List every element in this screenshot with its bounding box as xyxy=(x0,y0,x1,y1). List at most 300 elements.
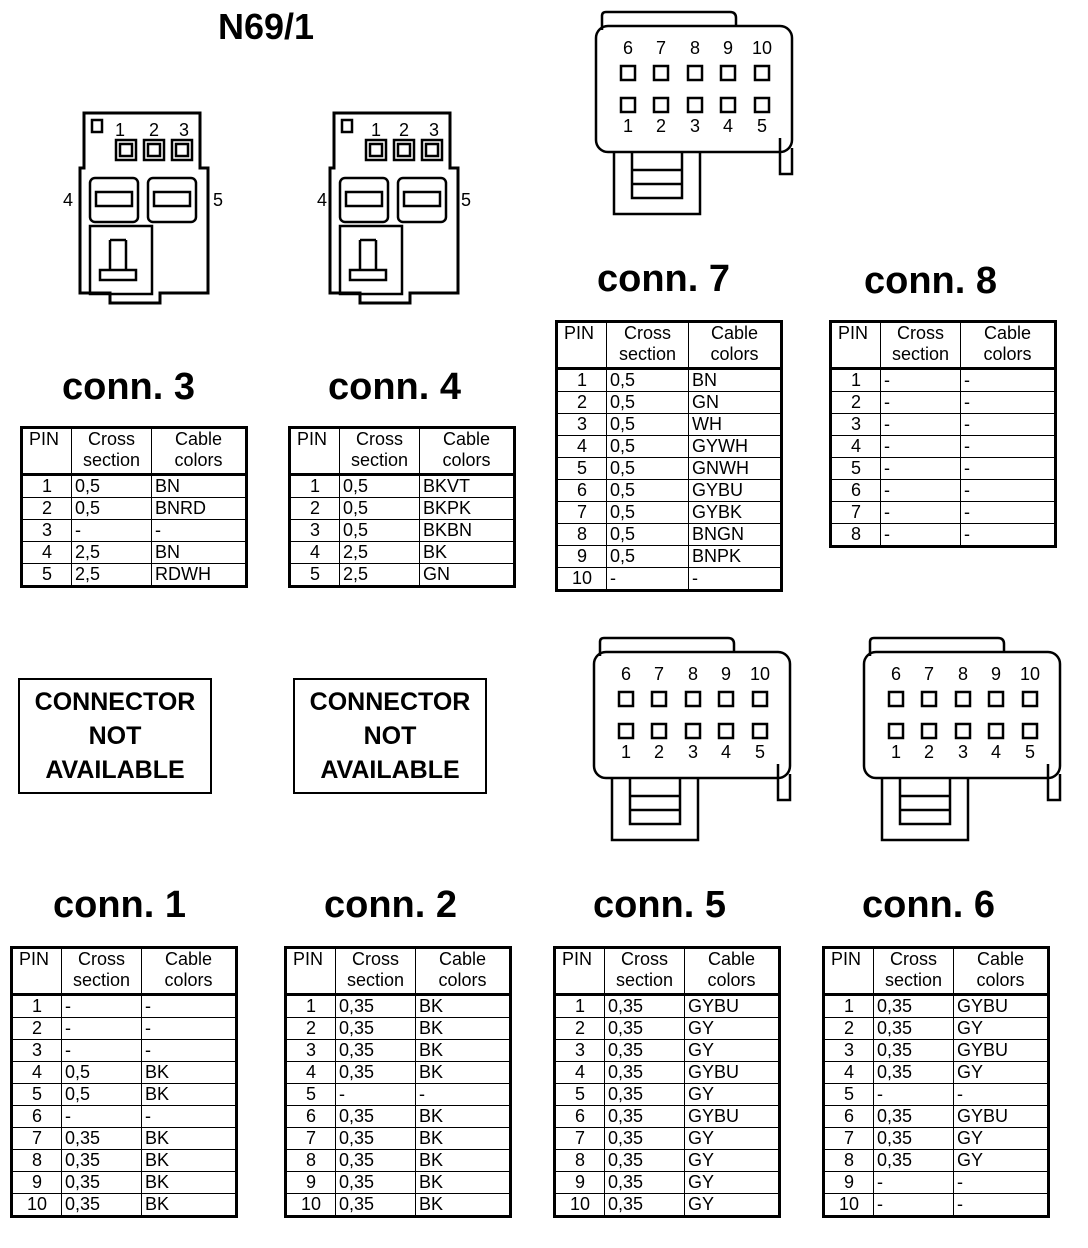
header-cable-colors: Cable colors xyxy=(685,948,780,995)
cross-section-cell: 0,35 xyxy=(336,1172,416,1194)
pin-cell: 8 xyxy=(831,524,881,547)
cross-section-cell: 0,5 xyxy=(607,480,689,502)
cross-section-cell: 0,35 xyxy=(874,1106,954,1128)
pin-cell: 2 xyxy=(555,1018,605,1040)
connector-not-available-box-1 xyxy=(18,678,212,794)
cable-color-cell: BK xyxy=(142,1084,237,1106)
pin-cell: 1 xyxy=(22,475,72,498)
cross-section-cell: 0,35 xyxy=(874,995,954,1018)
pin-cell: 5 xyxy=(557,458,607,480)
cable-color-cell: WH xyxy=(689,414,782,436)
cross-section-cell: 0,35 xyxy=(605,1062,685,1084)
pin-cell: 1 xyxy=(12,995,62,1018)
cross-section-cell: 0,35 xyxy=(874,1128,954,1150)
cross-section-cell: 0,5 xyxy=(340,475,420,498)
header-cross-section: Cross section xyxy=(881,322,961,369)
pin-cell: 2 xyxy=(286,1018,336,1040)
table-row xyxy=(557,568,782,591)
cable-color-cell: GY xyxy=(685,1194,780,1217)
pin-label: 4 xyxy=(62,190,74,210)
cross-section-cell: 0,5 xyxy=(72,498,152,520)
cable-color-cell: - xyxy=(142,995,237,1018)
table-row xyxy=(22,564,247,587)
table-row xyxy=(555,1128,780,1150)
pin-label: 4 xyxy=(316,190,328,210)
cable-color-cell: GY xyxy=(685,1150,780,1172)
cross-section-cell: 2,5 xyxy=(72,564,152,587)
cable-color-cell: BK xyxy=(416,1172,511,1194)
table-row xyxy=(12,1018,237,1040)
cross-section-cell: 0,5 xyxy=(62,1084,142,1106)
pin-label: 10 xyxy=(1019,664,1041,684)
pin-label: 8 xyxy=(687,664,699,684)
cross-section-cell: 0,35 xyxy=(62,1172,142,1194)
pin-label: 9 xyxy=(720,664,732,684)
cable-color-cell: BK xyxy=(420,542,515,564)
pin-label: 1 xyxy=(620,742,632,762)
cable-color-cell: BK xyxy=(416,995,511,1018)
cross-section-cell: 0,5 xyxy=(607,392,689,414)
cable-color-cell: GNWH xyxy=(689,458,782,480)
header-cable-colors: Cable colors xyxy=(420,428,515,475)
table-row xyxy=(290,564,515,587)
cross-section-cell: - xyxy=(72,520,152,542)
pin-cell: 6 xyxy=(286,1106,336,1128)
pin-label: 1 xyxy=(890,742,902,762)
cross-section-cell: 0,35 xyxy=(874,1018,954,1040)
pin-label: 7 xyxy=(923,664,935,684)
pin-cell: 8 xyxy=(555,1150,605,1172)
pin-label: 1 xyxy=(114,120,126,140)
pin-label: 6 xyxy=(622,38,634,58)
cross-section-cell: 0,35 xyxy=(605,1194,685,1217)
conn4-table xyxy=(288,426,516,588)
pin-label: 2 xyxy=(148,120,160,140)
pin-label: 3 xyxy=(689,116,701,136)
cable-color-cell: BK xyxy=(142,1150,237,1172)
pin-cell: 10 xyxy=(824,1194,874,1217)
pin-cell: 3 xyxy=(824,1040,874,1062)
pin-label: 4 xyxy=(722,116,734,136)
cross-section-cell: 0,35 xyxy=(62,1194,142,1217)
table-row xyxy=(290,475,515,498)
cable-color-cell: - xyxy=(142,1106,237,1128)
pin-label: 6 xyxy=(620,664,632,684)
cross-section-cell: 0,35 xyxy=(336,1194,416,1217)
table-row xyxy=(557,524,782,546)
cable-color-cell: GYBU xyxy=(954,995,1049,1018)
cable-color-cell: BK xyxy=(142,1194,237,1217)
pin-label: 5 xyxy=(754,742,766,762)
conn8-title: conn. 8 xyxy=(864,260,998,302)
pin-cell: 3 xyxy=(12,1040,62,1062)
pin-cell: 9 xyxy=(12,1172,62,1194)
cable-color-cell: GYBK xyxy=(689,502,782,524)
cross-section-cell: 0,35 xyxy=(874,1150,954,1172)
header-cable-colors: Cable colors xyxy=(152,428,247,475)
pin-label: 5 xyxy=(460,190,472,210)
conn5-table xyxy=(553,946,781,1218)
pin-cell: 9 xyxy=(555,1172,605,1194)
pin-label: 3 xyxy=(428,120,440,140)
table-row xyxy=(12,1040,237,1062)
cross-section-cell: 0,5 xyxy=(607,436,689,458)
table-row xyxy=(12,1128,237,1150)
pin-cell: 5 xyxy=(22,564,72,587)
table-row xyxy=(557,436,782,458)
table-row xyxy=(22,520,247,542)
header-pin: PIN xyxy=(290,428,340,475)
conn7-title: conn. 7 xyxy=(597,258,731,300)
cable-color-cell: GY xyxy=(685,1172,780,1194)
table-row xyxy=(824,1150,1049,1172)
cross-section-cell: - xyxy=(62,1018,142,1040)
pin-label: 9 xyxy=(990,664,1002,684)
cable-color-cell: GYWH xyxy=(689,436,782,458)
pin-label: 9 xyxy=(722,38,734,58)
conn5-title: conn. 5 xyxy=(593,884,727,926)
header-pin: PIN xyxy=(555,948,605,995)
table-row xyxy=(824,1040,1049,1062)
cross-section-cell: - xyxy=(62,1040,142,1062)
table-row xyxy=(557,502,782,524)
pin-cell: 10 xyxy=(555,1194,605,1217)
header-pin: PIN xyxy=(831,322,881,369)
cross-section-cell: 2,5 xyxy=(72,542,152,564)
header-cross-section: Cross section xyxy=(607,322,689,369)
pin-label: 10 xyxy=(749,664,771,684)
cable-color-cell: GN xyxy=(689,392,782,414)
cross-section-cell: 0,35 xyxy=(336,1150,416,1172)
cable-color-cell: BK xyxy=(416,1128,511,1150)
table-row xyxy=(290,498,515,520)
cross-section-cell: 0,35 xyxy=(605,1018,685,1040)
cable-color-cell: BKPK xyxy=(420,498,515,520)
cross-section-cell: 0,35 xyxy=(336,1128,416,1150)
cable-color-cell: - xyxy=(961,502,1056,524)
table-row xyxy=(286,1128,511,1150)
pin-cell: 6 xyxy=(824,1106,874,1128)
pin-cell: 10 xyxy=(557,568,607,591)
table-row xyxy=(286,1106,511,1128)
pin-label: 5 xyxy=(212,190,224,210)
cable-color-cell: GY xyxy=(954,1062,1049,1084)
cable-color-cell: - xyxy=(142,1040,237,1062)
cross-section-cell: 0,35 xyxy=(336,1040,416,1062)
header-pin: PIN xyxy=(12,948,62,995)
pin-cell: 5 xyxy=(824,1084,874,1106)
cable-color-cell: GYBU xyxy=(954,1040,1049,1062)
pin-label: 4 xyxy=(990,742,1002,762)
table-row xyxy=(22,498,247,520)
cable-color-cell: - xyxy=(152,520,247,542)
cable-color-cell: BN xyxy=(152,475,247,498)
pin-label: 3 xyxy=(687,742,699,762)
cable-color-cell: - xyxy=(954,1172,1049,1194)
cross-section-cell: 0,35 xyxy=(605,1172,685,1194)
header-cable-colors: Cable colors xyxy=(961,322,1056,369)
pin-cell: 8 xyxy=(557,524,607,546)
pin-cell: 4 xyxy=(22,542,72,564)
cable-color-cell: GY xyxy=(685,1018,780,1040)
pin-cell: 2 xyxy=(557,392,607,414)
conn3-table xyxy=(20,426,248,588)
cross-section-cell: - xyxy=(881,436,961,458)
cross-section-cell: 0,5 xyxy=(72,475,152,498)
pin-cell: 8 xyxy=(286,1150,336,1172)
conn6-table xyxy=(822,946,1050,1218)
cross-section-cell: 0,35 xyxy=(605,995,685,1018)
cable-color-cell: - xyxy=(689,568,782,591)
cable-color-cell: - xyxy=(961,392,1056,414)
cable-color-cell: BK xyxy=(416,1018,511,1040)
conn1-title: conn. 1 xyxy=(53,884,187,926)
pin-cell: 5 xyxy=(290,564,340,587)
cable-color-cell: GY xyxy=(954,1128,1049,1150)
pin-cell: 7 xyxy=(12,1128,62,1150)
pin-label: 3 xyxy=(178,120,190,140)
cable-color-cell: BNRD xyxy=(152,498,247,520)
cross-section-cell: 0,35 xyxy=(605,1084,685,1106)
conn6-title: conn. 6 xyxy=(862,884,996,926)
table-row xyxy=(555,1172,780,1194)
cross-section-cell: - xyxy=(881,369,961,392)
pin-cell: 1 xyxy=(290,475,340,498)
pin-cell: 6 xyxy=(555,1106,605,1128)
pin-cell: 3 xyxy=(557,414,607,436)
table-row xyxy=(831,414,1056,436)
conn2-title: conn. 2 xyxy=(324,884,458,926)
cable-color-cell: BK xyxy=(416,1040,511,1062)
cable-color-cell: - xyxy=(961,524,1056,547)
not-available-text: CONNECTOR NOT AVAILABLE xyxy=(34,688,196,784)
cable-color-cell: GYBU xyxy=(689,480,782,502)
pin-label: 4 xyxy=(720,742,732,762)
pin-cell: 2 xyxy=(22,498,72,520)
connector-not-available-box-2 xyxy=(293,678,487,794)
table-row xyxy=(557,458,782,480)
pin-label: 1 xyxy=(622,116,634,136)
table-row xyxy=(290,520,515,542)
cable-color-cell: BNGN xyxy=(689,524,782,546)
cross-section-cell: 0,35 xyxy=(605,1106,685,1128)
cross-section-cell: - xyxy=(881,480,961,502)
conn3-title: conn. 3 xyxy=(62,366,196,408)
cable-color-cell: GYBU xyxy=(685,995,780,1018)
table-row xyxy=(555,1062,780,1084)
pin-cell: 3 xyxy=(555,1040,605,1062)
pin-cell: 4 xyxy=(831,436,881,458)
cable-color-cell: BK xyxy=(142,1172,237,1194)
pin-label: 5 xyxy=(1024,742,1036,762)
pin-cell: 4 xyxy=(12,1062,62,1084)
header-cross-section: Cross section xyxy=(340,428,420,475)
conn7-table xyxy=(555,320,783,592)
cross-section-cell: 0,35 xyxy=(874,1062,954,1084)
table-row xyxy=(557,392,782,414)
table-row xyxy=(12,1106,237,1128)
pin-cell: 9 xyxy=(557,546,607,568)
table-row xyxy=(555,1018,780,1040)
cross-section-cell: 2,5 xyxy=(340,564,420,587)
pin-cell: 8 xyxy=(824,1150,874,1172)
table-row xyxy=(12,1172,237,1194)
cable-color-cell: GY xyxy=(685,1040,780,1062)
cross-section-cell: 0,5 xyxy=(340,498,420,520)
table-row xyxy=(831,392,1056,414)
table-row xyxy=(286,1150,511,1172)
table-row xyxy=(286,1084,511,1106)
pin-cell: 2 xyxy=(831,392,881,414)
cable-color-cell: BK xyxy=(416,1194,511,1217)
header-pin: PIN xyxy=(286,948,336,995)
pin-label: 7 xyxy=(655,38,667,58)
cable-color-cell: GY xyxy=(685,1084,780,1106)
cross-section-cell: - xyxy=(874,1172,954,1194)
header-cross-section: Cross section xyxy=(72,428,152,475)
pin-label: 2 xyxy=(923,742,935,762)
pin-label: 6 xyxy=(890,664,902,684)
cable-color-cell: - xyxy=(416,1084,511,1106)
cross-section-cell: 0,35 xyxy=(62,1150,142,1172)
conn2-table xyxy=(284,946,512,1218)
pin-cell: 6 xyxy=(12,1106,62,1128)
pin-cell: 6 xyxy=(831,480,881,502)
table-row xyxy=(824,1106,1049,1128)
table-row xyxy=(824,1128,1049,1150)
cable-color-cell: GYBU xyxy=(685,1062,780,1084)
cable-color-cell: BK xyxy=(416,1062,511,1084)
cross-section-cell: 0,5 xyxy=(62,1062,142,1084)
pin-cell: 3 xyxy=(286,1040,336,1062)
table-row xyxy=(831,480,1056,502)
table-row xyxy=(831,436,1056,458)
pin-cell: 5 xyxy=(555,1084,605,1106)
table-row xyxy=(555,1084,780,1106)
cable-color-cell: GYBU xyxy=(954,1106,1049,1128)
pin-cell: 5 xyxy=(831,458,881,480)
table-row xyxy=(824,1194,1049,1217)
pin-cell: 5 xyxy=(12,1084,62,1106)
table-row xyxy=(824,1062,1049,1084)
table-row xyxy=(286,1040,511,1062)
table-row xyxy=(555,1040,780,1062)
pin-cell: 4 xyxy=(555,1062,605,1084)
table-row xyxy=(22,542,247,564)
pin-cell: 3 xyxy=(831,414,881,436)
cross-section-cell: - xyxy=(874,1194,954,1217)
table-row xyxy=(12,1150,237,1172)
cross-section-cell: 0,35 xyxy=(62,1128,142,1150)
cable-color-cell: GY xyxy=(954,1150,1049,1172)
table-row xyxy=(824,1084,1049,1106)
cable-color-cell: GY xyxy=(685,1128,780,1150)
pin-label: 8 xyxy=(957,664,969,684)
header-cross-section: Cross section xyxy=(336,948,416,995)
table-row xyxy=(286,1172,511,1194)
pin-label: 3 xyxy=(957,742,969,762)
pin-cell: 1 xyxy=(286,995,336,1018)
cable-color-cell: - xyxy=(961,458,1056,480)
pin-label: 2 xyxy=(398,120,410,140)
table-row xyxy=(557,414,782,436)
cross-section-cell: 0,5 xyxy=(607,524,689,546)
cable-color-cell: BKBN xyxy=(420,520,515,542)
header-cross-section: Cross section xyxy=(605,948,685,995)
pin-label: 2 xyxy=(655,116,667,136)
table-row xyxy=(555,995,780,1018)
cross-section-cell: - xyxy=(874,1084,954,1106)
table-row xyxy=(557,369,782,392)
cable-color-cell: BKVT xyxy=(420,475,515,498)
header-cable-colors: Cable colors xyxy=(416,948,511,995)
table-row xyxy=(824,1018,1049,1040)
pin-cell: 4 xyxy=(286,1062,336,1084)
cable-color-cell: GY xyxy=(954,1018,1049,1040)
header-pin: PIN xyxy=(824,948,874,995)
pin-cell: 9 xyxy=(824,1172,874,1194)
pin-label: 1 xyxy=(370,120,382,140)
cable-color-cell: BNPK xyxy=(689,546,782,568)
table-row xyxy=(557,546,782,568)
cable-color-cell: BK xyxy=(142,1128,237,1150)
pin-cell: 2 xyxy=(290,498,340,520)
conn6-drawing xyxy=(858,634,1068,844)
cross-section-cell: 0,5 xyxy=(607,502,689,524)
pin-cell: 1 xyxy=(557,369,607,392)
cross-section-cell: - xyxy=(881,392,961,414)
cable-color-cell: BK xyxy=(416,1106,511,1128)
table-row xyxy=(12,1194,237,1217)
cable-color-cell: BN xyxy=(152,542,247,564)
pin-cell: 8 xyxy=(12,1150,62,1172)
cross-section-cell: 0,5 xyxy=(607,546,689,568)
page-title: N69/1 xyxy=(218,6,315,47)
table-row xyxy=(555,1150,780,1172)
cross-section-cell: 0,35 xyxy=(336,995,416,1018)
table-row xyxy=(286,1194,511,1217)
cross-section-cell: 0,35 xyxy=(336,1106,416,1128)
cross-section-cell: 0,35 xyxy=(605,1040,685,1062)
pin-cell: 7 xyxy=(286,1128,336,1150)
table-row xyxy=(555,1194,780,1217)
cable-color-cell: GN xyxy=(420,564,515,587)
pin-cell: 6 xyxy=(557,480,607,502)
pin-cell: 1 xyxy=(824,995,874,1018)
cross-section-cell: 0,5 xyxy=(607,458,689,480)
table-row xyxy=(557,480,782,502)
pin-cell: 7 xyxy=(831,502,881,524)
pin-label: 2 xyxy=(653,742,665,762)
conn4-drawing xyxy=(310,108,480,318)
cable-color-cell: GYBU xyxy=(685,1106,780,1128)
table-row xyxy=(831,524,1056,547)
table-row xyxy=(286,1018,511,1040)
conn1-table xyxy=(10,946,238,1218)
cross-section-cell: 2,5 xyxy=(340,542,420,564)
table-row xyxy=(831,502,1056,524)
pin-cell: 7 xyxy=(824,1128,874,1150)
cross-section-cell: 0,35 xyxy=(336,1018,416,1040)
cable-color-cell: BK xyxy=(142,1062,237,1084)
cross-section-cell: - xyxy=(607,568,689,591)
conn3-drawing xyxy=(60,108,230,318)
conn5-drawing xyxy=(588,634,798,844)
cross-section-cell: - xyxy=(881,414,961,436)
header-cross-section: Cross section xyxy=(874,948,954,995)
pin-label: 7 xyxy=(653,664,665,684)
table-row xyxy=(12,1084,237,1106)
